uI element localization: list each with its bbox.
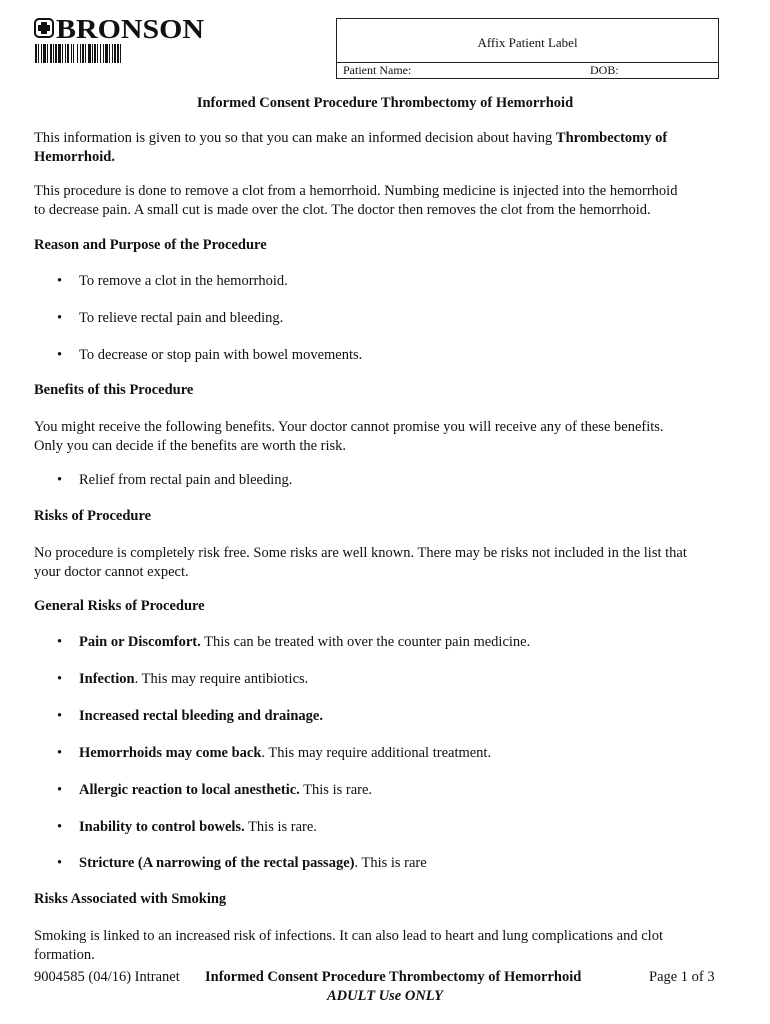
bronson-logo (34, 16, 206, 66)
patient-info-row (337, 62, 718, 78)
barcode-bar (103, 44, 104, 63)
barcode-bar (88, 44, 91, 63)
barcode-bar (82, 44, 84, 63)
barcode-bar (38, 44, 39, 63)
barcode-bar (73, 44, 74, 63)
document-title: Informed Consent Procedure Thrombectomy of Hemorrhoid (196, 95, 574, 111)
intro-paragraph: This information is given to you so that you can make an informed decision about having Thrombectomy of Hemorrhoid. (34, 130, 668, 165)
benefits-heading: Benefits of this Procedure (34, 382, 194, 398)
risks-paragraph: No procedure is completely risk free. Some risks are well known. There may be risks not included in the list that your doctor cannot expect. (34, 545, 687, 580)
barcode-bar (35, 44, 37, 63)
bronson-cross-icon (35, 19, 53, 37)
barcode-bar (53, 44, 54, 63)
barcode-icon (35, 44, 121, 63)
barcode-bar (105, 44, 108, 63)
footer-page-number: Page 1 of 3 (649, 969, 715, 985)
list-item: • Relief from rectal pain and bleeding. (57, 472, 293, 488)
barcode-bar (43, 44, 46, 63)
barcode-bar (114, 44, 116, 63)
barcode-bar (55, 44, 57, 63)
barcode-bar (80, 44, 81, 63)
list-item: • Inability to control bowels. This is rare. (57, 819, 317, 835)
affix-label: Affix Patient Label (477, 35, 578, 50)
barcode-bar (47, 44, 48, 63)
logo-text: BRONSON (56, 16, 205, 44)
list-item: • Stricture (A narrowing of the rectal passage). This is rare (57, 855, 427, 871)
barcode-bar (85, 44, 86, 63)
list-item: • To remove a clot in the hemorrhoid. (57, 273, 288, 289)
footer-adult-use: ADULT Use ONLY (327, 988, 443, 1004)
benefits-paragraph: You might receive the following benefits. Your doctor cannot promise you will receive any of these benefits. Only you can decide if the benefits are worth the risk. (34, 419, 664, 454)
barcode-bar (62, 44, 63, 63)
list-item: • Hemorrhoids may come back. This may require additional treatment. (57, 745, 492, 761)
barcode-bar (50, 44, 52, 63)
patient-name-label: Patient Name: (343, 63, 412, 77)
barcode-bar (67, 44, 69, 63)
list-item: • Increased rectal bleeding and drainage. (57, 708, 323, 724)
barcode-bar (71, 44, 72, 63)
barcode-bar (97, 44, 98, 63)
patient-label-box (336, 18, 719, 79)
barcode-bar (109, 44, 110, 63)
list-item: • Pain or Discomfort. This can be treated with over the counter pain medicine. (57, 634, 531, 650)
smoking-paragraph: Smoking is linked to an increased risk of infections. It can also lead to heart and lung complications and clot formation. (34, 928, 663, 963)
list-item: • Allergic reaction to local anesthetic. This is rare. (57, 782, 373, 798)
barcode-bar (58, 44, 61, 63)
barcode-bar (100, 44, 101, 63)
risks-heading: Risks of Procedure (34, 508, 152, 524)
barcode-bar (112, 44, 113, 63)
footer-title: Informed Consent Procedure Thrombectomy of Hemorrhoid (205, 969, 582, 985)
smoking-heading: Risks Associated with Smoking (34, 891, 227, 907)
barcode-bar (120, 44, 121, 63)
dob-label: DOB: (590, 63, 619, 77)
barcode-bar (65, 44, 66, 63)
barcode-bar (92, 44, 93, 63)
list-item: • To relieve rectal pain and bleeding. (57, 310, 284, 326)
list-item: • To decrease or stop pain with bowel movements. (57, 347, 363, 363)
footer-form-code: 9004585 (04/16) Intranet (34, 969, 180, 985)
general-risks-heading: General Risks of Procedure (34, 598, 205, 614)
barcode-bar (41, 44, 42, 63)
barcode-bar (117, 44, 119, 63)
reason-heading: Reason and Purpose of the Procedure (34, 237, 267, 253)
barcode-bar (77, 44, 78, 63)
description-paragraph: This procedure is done to remove a clot from a hemorrhoid. Numbing medicine is injected into the hemorrhoid to decrease pain. A small cut is made over the clot. The doctor then removes the clot from the hemorrhoid. (34, 183, 678, 218)
list-item: • Infection. This may require antibiotics. (57, 671, 309, 687)
barcode-bar (94, 44, 96, 63)
